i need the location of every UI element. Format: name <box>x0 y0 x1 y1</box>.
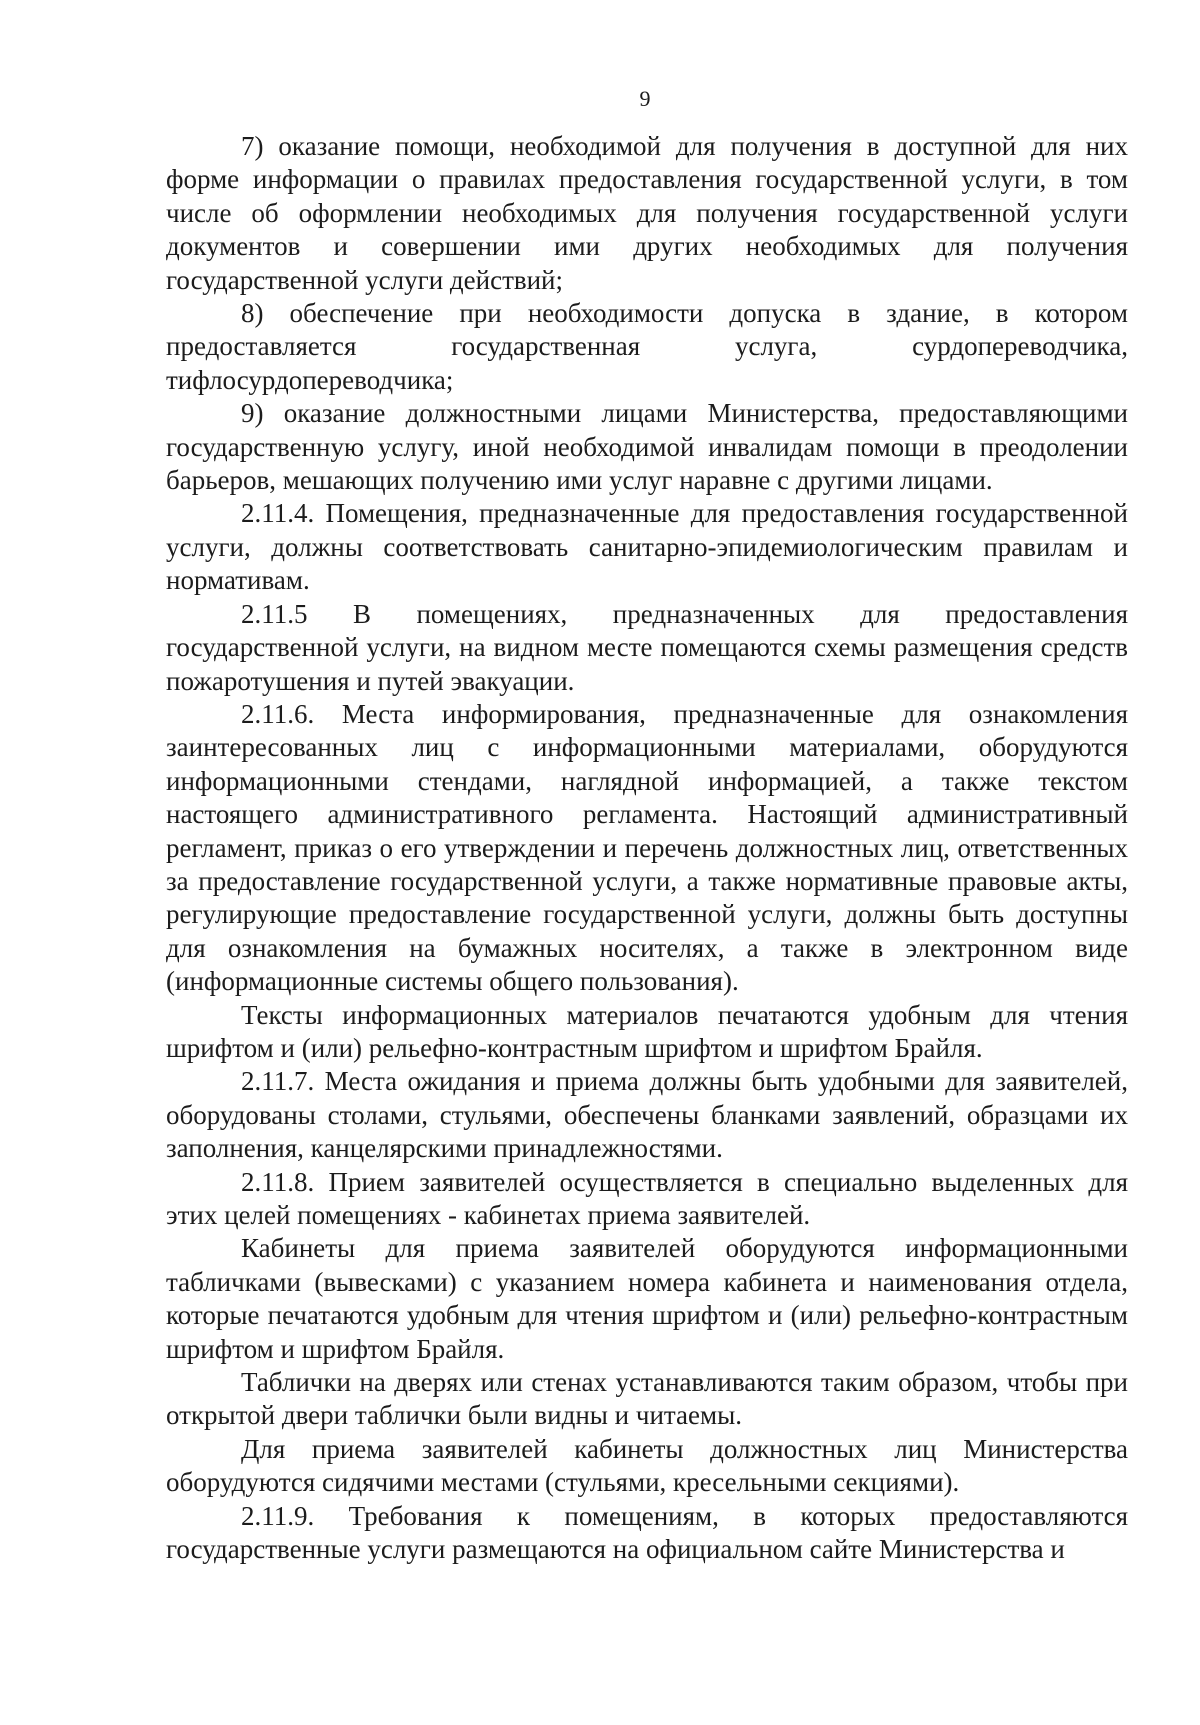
document-body <box>166 130 1128 1566</box>
paragraph-2-11-4: 2.11.4. Помещения, предназначенные для предоставления государственной услуги, должны соответствовать санитарно-эпидемиологическим правилам и нормативам. <box>166 498 1128 596</box>
paragraph-2-11-5: 2.11.5 В помещениях, предназначенных для предоставления государственной услуги, на видном месте помещаются схемы размещения средств пожаротушения и путей эвакуации. <box>166 598 1128 696</box>
paragraph-info-materials-texts: Тексты информационных материалов печатаются удобным для чтения шрифтом и (или) рельефно-контрастным шрифтом и шрифтом Брайля. <box>166 999 1128 1063</box>
paragraph-2-11-6: 2.11.6. Места информирования, предназначенные для ознакомления заинтересованных лиц с информационными материалами, оборудуются информационными стендами, наглядной информацией, а также текстом настоящего административного регламента. Настоящий административный регламент, приказ о его утверждении и перечень должностных лиц, ответственных за предоставление государственной услуги, а также нормативные правовые акты, регулирующие предоставление государственной услуги, должны быть доступны для ознакомления на бумажных носителях, а также в электронном виде (информационные системы общего пользования). <box>166 698 1128 997</box>
paragraph-2-11-8: 2.11.8. Прием заявителей осуществляется в специально выделенных для этих целей помещениях - кабинетах приема заявителей. <box>166 1166 1128 1230</box>
paragraph-item-8: 8) обеспечение при необходимости допуска в здание, в котором предоставляется государственная услуга, сурдопереводчика, тифлосурдопереводчика; <box>166 298 1128 395</box>
page-number: 9 <box>639 86 651 111</box>
paragraph-item-7: 7) оказание помощи, необходимой для получения в доступной для них форме информации о правилах предоставления государственной услуги, в том числе об оформлении необходимых для получения государственной услуги документов и совершении ими других необходимых для получения государственной услуги действий; <box>166 131 1128 295</box>
paragraph-2-11-7: 2.11.7. Места ожидания и приема должны быть удобными для заявителей, оборудованы столами, стульями, обеспечены бланками заявлений, образцами их заполнения, канцелярскими принадлежностями. <box>166 1066 1128 1164</box>
paragraph-seating: Для приема заявителей кабинеты должностных лиц Министерства оборудуются сидячими местами (стульями, кресельными секциями). <box>166 1433 1128 1498</box>
paragraph-office-signs: Кабинеты для приема заявителей оборудуются информационными табличками (вывесками) с указанием номера кабинета и наименования отдела, которые печатаются удобным для чтения шрифтом и (или) рельефно-контрастным шрифтом и шрифтом Брайля. <box>166 1233 1128 1364</box>
paragraph-2-11-9: 2.11.9. Требования к помещениям, в которых предоставляются государственные услуги размещаются на официальном сайте Министерства и <box>166 1500 1128 1565</box>
paragraph-door-plates: Таблички на дверях или стенах устанавливаются таким образом, чтобы при открытой двери таблички были видны и читаемы. <box>166 1367 1128 1431</box>
paragraph-item-9: 9) оказание должностными лицами Министерства, предоставляющими государственную услугу, иной необходимой инвалидам помощи в преодолении барьеров, мешающих получению ими услуг наравне с другими лицами. <box>166 398 1128 496</box>
